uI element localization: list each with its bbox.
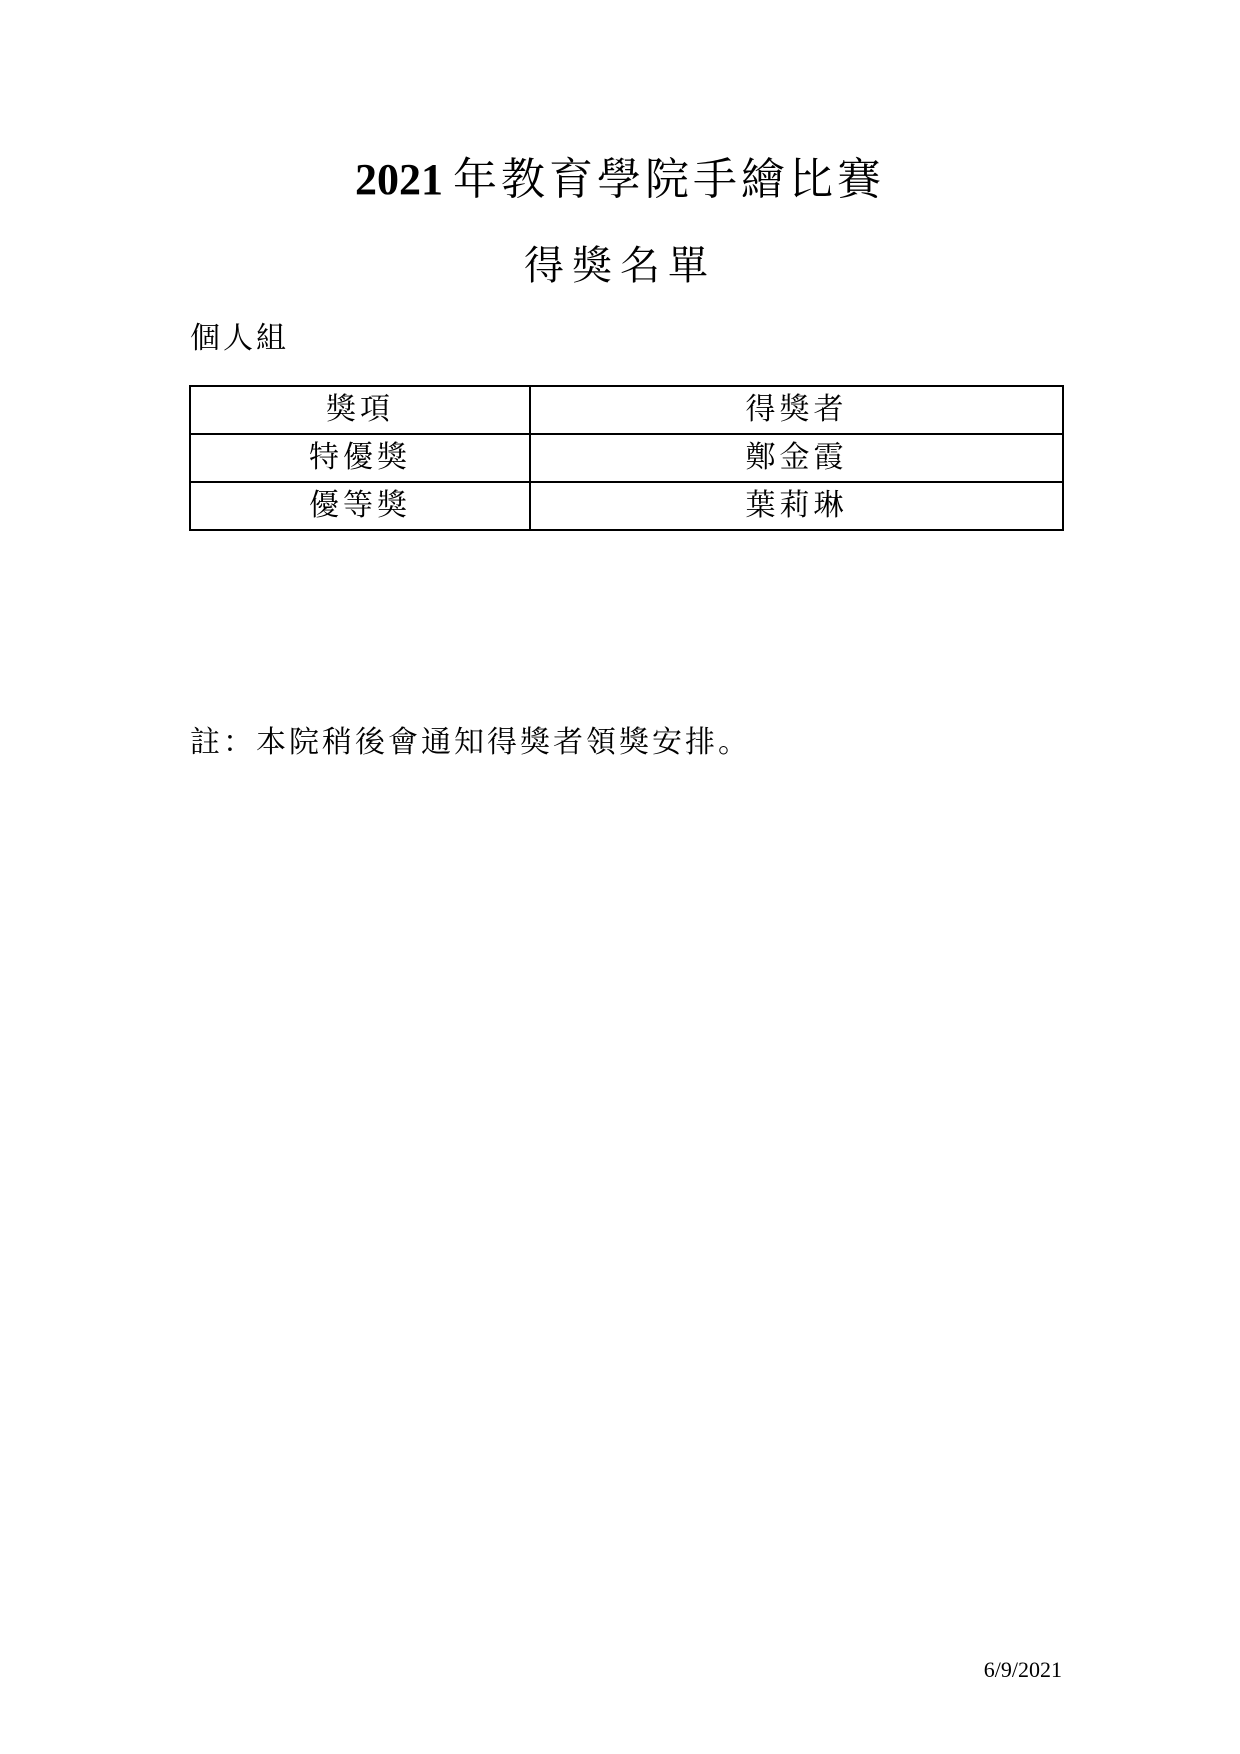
note-text: 註：本院稍後會通知得獎者領獎安排。	[190, 725, 751, 760]
document-title	[0, 150, 1240, 210]
winner-cell: 葉莉琳	[530, 482, 1063, 530]
title-text: 年教育學院手繪比賽	[453, 154, 885, 205]
document-subtitle: 得獎名單	[524, 243, 716, 289]
winner-cell: 鄭金霞	[530, 434, 1063, 482]
footer-date: 6/9/2021	[983, 1657, 1062, 1682]
table-header-row	[190, 386, 1063, 434]
award-category-cell: 特優獎	[190, 434, 530, 482]
table-row	[190, 434, 1063, 482]
header-winner: 得獎者	[530, 386, 1063, 434]
table-row	[190, 482, 1063, 530]
group-label: 個人組	[190, 321, 289, 356]
title-year: 2021	[355, 155, 443, 204]
header-award-category: 獎項	[190, 386, 530, 434]
award-category-cell: 優等獎	[190, 482, 530, 530]
awards-table	[189, 385, 1064, 531]
